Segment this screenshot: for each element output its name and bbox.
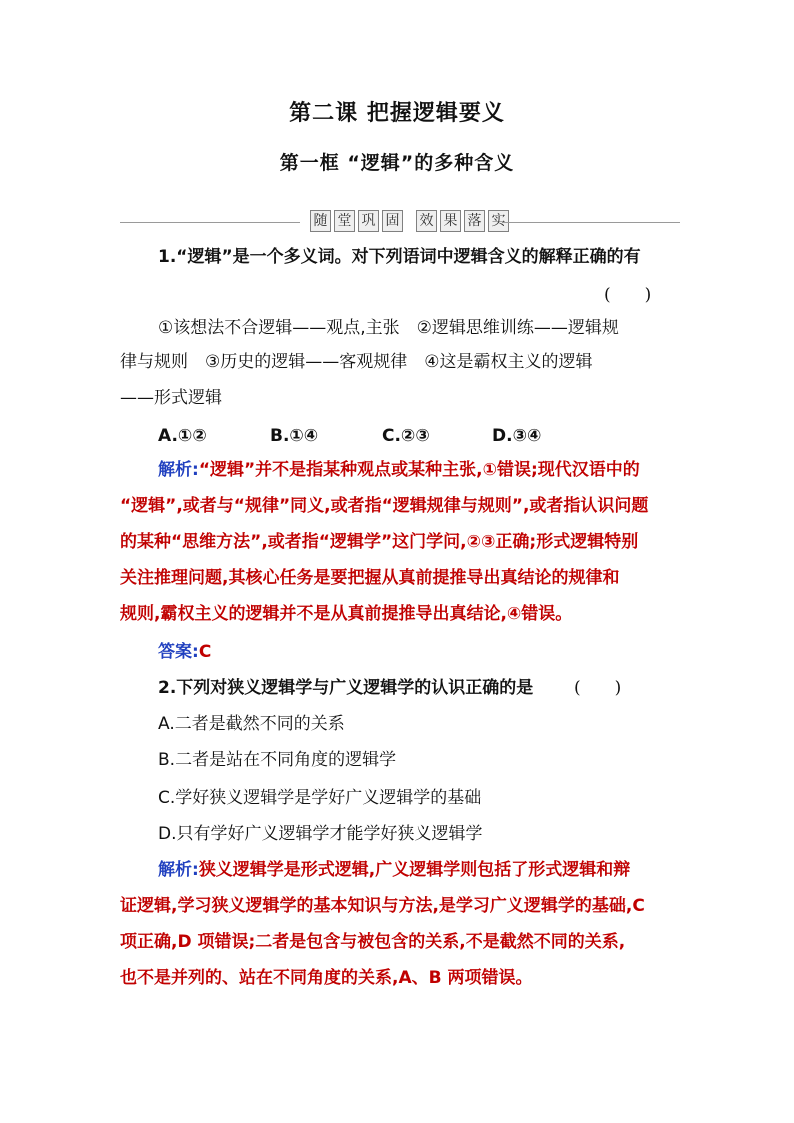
banner-char: 果 bbox=[440, 210, 461, 232]
banner-char: 落 bbox=[464, 210, 485, 232]
banner-label bbox=[310, 210, 509, 234]
q2-option-c: C.学好狭义逻辑学是学好广义逻辑学的基础 bbox=[158, 788, 482, 808]
banner-char: 效 bbox=[416, 210, 437, 232]
q1-answer-value: C bbox=[198, 642, 212, 662]
q1-answer-label: 答案: bbox=[158, 642, 199, 662]
q2-analysis-line1 bbox=[158, 858, 680, 882]
q1-analysis-line: “逻辑”,或者与“规律”同义,或者指“逻辑规律与规则”,或者指认识问题 bbox=[120, 496, 649, 516]
q1-answer bbox=[158, 640, 680, 664]
banner-divider-left bbox=[120, 222, 300, 223]
q1-answer-paren: ( ) bbox=[604, 285, 652, 305]
q1-stem: 1.“逻辑”是一个多义词。对下列语词中逻辑含义的解释正确的有 bbox=[158, 247, 641, 267]
q1-items-line: ——形式逻辑 bbox=[120, 388, 222, 408]
q1-items-line: 律与规则 ③历史的逻辑——客观规律 ④这是霸权主义的逻辑 bbox=[120, 352, 593, 372]
banner-char: 巩 bbox=[358, 210, 379, 232]
banner-char: 随 bbox=[310, 210, 331, 232]
section-banner bbox=[120, 210, 680, 234]
q2-option-b: B.二者是站在不同角度的逻辑学 bbox=[158, 750, 397, 770]
q1-analysis-line: 规则,霸权主义的逻辑并不是从真前提推导出真结论,④错误。 bbox=[120, 604, 573, 624]
q1-option-a: A.①② bbox=[158, 426, 207, 446]
q1-option-c: C.②③ bbox=[382, 426, 430, 446]
q1-analysis-line1 bbox=[158, 458, 680, 482]
q2-option-a: A.二者是截然不同的关系 bbox=[158, 714, 345, 734]
banner-char: 实 bbox=[488, 210, 509, 232]
section-title: 第一框 “逻辑”的多种含义 bbox=[279, 152, 515, 174]
q2-analysis-text: 狭义逻辑学是形式逻辑,广义逻辑学则包括了形式逻辑和辩 bbox=[198, 860, 631, 880]
q1-analysis-label: 解析: bbox=[158, 460, 199, 480]
q2-analysis-line: 也不是并列的、站在不同角度的关系,A、B 两项错误。 bbox=[120, 968, 533, 988]
q2-stem: 2.下列对狭义逻辑学与广义逻辑学的认识正确的是 bbox=[158, 678, 534, 698]
q1-option-d: D.③④ bbox=[492, 426, 542, 446]
q2-option-d: D.只有学好广义逻辑学才能学好狭义逻辑学 bbox=[158, 824, 483, 844]
banner-char: 堂 bbox=[334, 210, 355, 232]
q1-analysis-line: 关注推理问题,其核心任务是要把握从真前提推导出真结论的规律和 bbox=[120, 568, 620, 588]
q1-analysis-line: 的某种“思维方法”,或者指“逻辑学”这门学问,②③正确;形式逻辑特别 bbox=[120, 532, 639, 552]
banner-divider-right bbox=[502, 222, 680, 223]
q1-items-line: ①该想法不合逻辑——观点,主张 ②逻辑思维训练——逻辑规 bbox=[158, 318, 619, 338]
q2-answer-paren: ( ) bbox=[574, 678, 622, 698]
q1-option-b: B.①④ bbox=[270, 426, 319, 446]
q1-analysis-text: “逻辑”并不是指某种观点或某种主张,①错误;现代汉语中的 bbox=[198, 460, 640, 480]
q2-analysis-line: 证逻辑,学习狭义逻辑学的基本知识与方法,是学习广义逻辑学的基础,C bbox=[120, 896, 645, 916]
lesson-title: 第二课 把握逻辑要义 bbox=[289, 101, 505, 126]
q2-analysis-line: 项正确,D 项错误;二者是包含与被包含的关系,不是截然不同的关系, bbox=[120, 932, 626, 952]
banner-char: 固 bbox=[382, 210, 403, 232]
q2-analysis-label: 解析: bbox=[158, 860, 199, 880]
